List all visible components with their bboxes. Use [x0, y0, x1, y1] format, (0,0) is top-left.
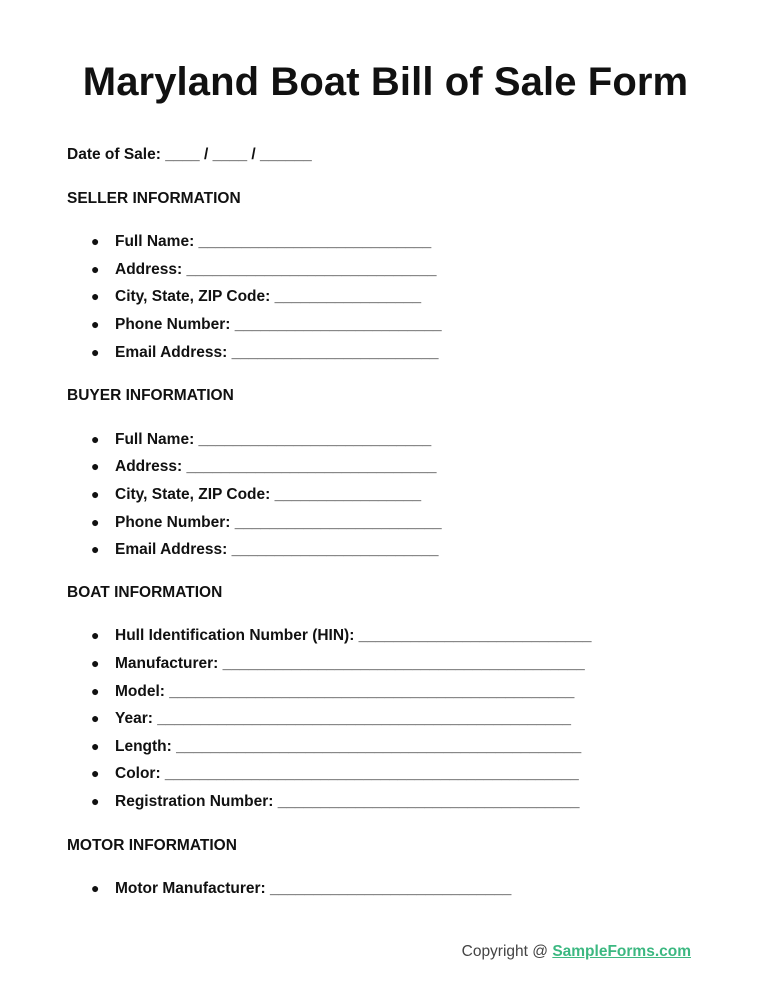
- seller-full-name-field[interactable]: ● Full Name: ___________________________: [91, 233, 432, 250]
- bullet-icon: ●: [91, 316, 100, 332]
- bullet-icon: ●: [91, 793, 100, 809]
- boat-color-field[interactable]: ● Color: ________________________________________________: [91, 765, 579, 782]
- bullet-icon: ●: [91, 514, 100, 530]
- bullet-icon: ●: [91, 880, 100, 896]
- bullet-icon: ●: [91, 261, 100, 277]
- bullet-icon: ●: [91, 710, 100, 726]
- bullet-icon: ●: [91, 627, 100, 643]
- bullet-icon: ●: [91, 486, 100, 502]
- boat-registration-field[interactable]: ● Registration Number: ___________________________________: [91, 793, 580, 810]
- buyer-full-name-field[interactable]: ● Full Name: ___________________________: [91, 431, 432, 448]
- buyer-phone-field[interactable]: ● Phone Number: ________________________: [91, 514, 442, 531]
- date-of-sale-field[interactable]: Date of Sale: ____ / ____ / ______: [67, 146, 312, 163]
- sampleforms-link[interactable]: SampleForms.com: [552, 943, 691, 960]
- copyright-text: Copyright @: [461, 943, 553, 960]
- bullet-icon: ●: [91, 683, 100, 699]
- seller-heading: SELLER INFORMATION: [67, 190, 241, 207]
- seller-address-field[interactable]: ● Address: _____________________________: [91, 261, 437, 278]
- copyright-footer: [462, 943, 691, 961]
- motor-heading: MOTOR INFORMATION: [67, 837, 237, 854]
- bullet-icon: ●: [91, 765, 100, 781]
- bullet-icon: ●: [91, 344, 100, 360]
- boat-hin-field[interactable]: ● Hull Identification Number (HIN): ___________________________: [91, 627, 592, 644]
- buyer-heading: BUYER INFORMATION: [67, 387, 234, 404]
- buyer-email-field[interactable]: ● Email Address: ________________________: [91, 541, 439, 558]
- buyer-city-state-zip-field[interactable]: ● City, State, ZIP Code: _________________: [91, 486, 422, 503]
- seller-city-state-zip-field[interactable]: ● City, State, ZIP Code: _________________: [91, 288, 422, 305]
- bullet-icon: ●: [91, 233, 100, 249]
- bullet-icon: ●: [91, 288, 100, 304]
- form-title: Maryland Boat Bill of Sale Form: [82, 60, 689, 104]
- boat-manufacturer-field[interactable]: ● Manufacturer: __________________________________________: [91, 655, 585, 672]
- boat-year-field[interactable]: ● Year: ________________________________________________: [91, 710, 572, 727]
- bullet-icon: ●: [91, 431, 100, 447]
- motor-manufacturer-field[interactable]: ● Motor Manufacturer: ____________________________: [91, 880, 512, 897]
- buyer-address-field[interactable]: ● Address: _____________________________: [91, 458, 437, 475]
- bullet-icon: ●: [91, 458, 100, 474]
- boat-model-field[interactable]: ● Model: _______________________________________________: [91, 683, 575, 700]
- bullet-icon: ●: [91, 655, 100, 671]
- seller-email-field[interactable]: ● Email Address: ________________________: [91, 344, 439, 361]
- boat-heading: BOAT INFORMATION: [67, 584, 223, 601]
- seller-phone-field[interactable]: ● Phone Number: ________________________: [91, 316, 442, 333]
- bullet-icon: ●: [91, 738, 100, 754]
- boat-length-field[interactable]: ● Length: _______________________________________________: [91, 738, 582, 755]
- bullet-icon: ●: [91, 541, 100, 557]
